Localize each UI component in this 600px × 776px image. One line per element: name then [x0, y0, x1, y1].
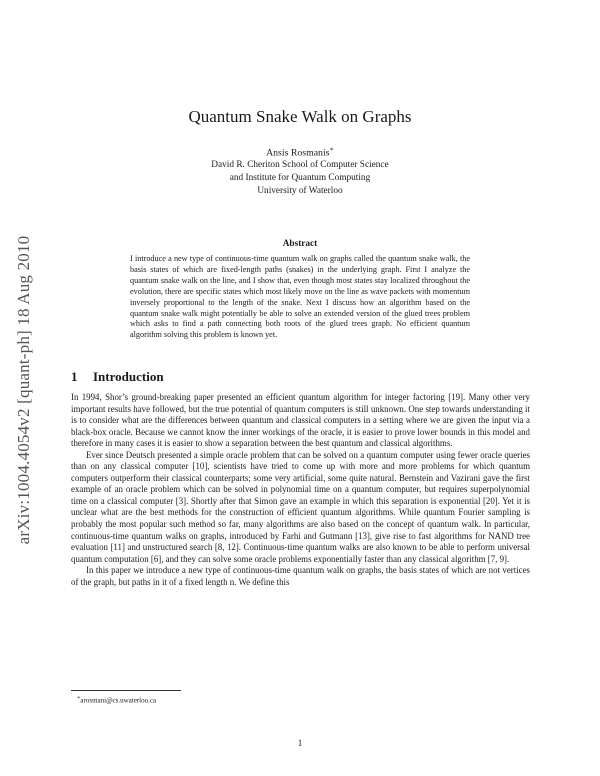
section-body	[71, 392, 530, 588]
body-paragraph: Ever since Deutsch presented a simple oracle problem that can be solved on a quantum computer using fewer oracle queries than on any classical computer [10], scientists have tried to come up with more and more problems for which quantum computers outperform their classical counterparts; some very artificial, some quite natural. Bernstein and Vazirani gave the first example of an oracle problem which can be solved in polynomial time on a quantum computer, but requires superpolynomial time on a classical computer [3]. Shortly after that Simon gave an example in which this separation is exponential [20]. Yet it is unclear what are the best methods for the construction of efficient quantum algorithms. While quantum Fourier sampling is probably the most popular such method so far, many algorithms are also based on the concept of quantum walk. In particular, continuous-time quantum walks on graphs, introduced by Farhi and Gutmann [13], give rise to fast algorithms for NAND tree evaluation [11] and unstructured search [8, 12]. Continuous-time quantum walks are also known to be able to perform universal quantum computation [6], and they can solve some oracle problems exponentially faster than any classical algorithm [7, 9].	[71, 449, 530, 564]
abstract-heading: Abstract	[282, 239, 318, 249]
page-number: 1	[297, 738, 303, 748]
arxiv-sidebar	[2, 200, 46, 580]
abstract-text: I introduce a new type of continuous-time quantum walk on graphs called the quantum snake walk, the basis states of which are fixed-length paths (snakes) in the underlying graph. First I analyze the quantum snake walk on the line, and I show that, even though most states stay localized throughout the evolution, there are specific states which most likely move on the line as wave packets with momentum inversely proportional to the length of the snake. Next I discuss how an algorithm based on the quantum snake walk might potentially be able to solve an extended version of the glued trees problem which asks to find a path connecting both roots of the glued trees graph. No efficient quantum algorithm solving this problem is known yet.	[130, 254, 470, 340]
footnote	[77, 694, 156, 705]
section-number: 1	[71, 369, 78, 384]
author-name	[0, 143, 600, 159]
section-heading	[71, 369, 164, 385]
author-block	[0, 143, 600, 198]
affiliation-line: University of Waterloo	[257, 186, 343, 197]
affiliation-line: and Institute for Quantum Computing	[229, 173, 371, 184]
body-paragraph: In this paper we introduce a new type of continuous-time quantum walk on graphs, the basis states of which are not vertices of the graph, but paths in it of a fixed length n. We define this	[71, 565, 530, 587]
arxiv-identifier: arXiv:1004.4054v2 [quant-ph] 18 Aug 2010	[14, 235, 33, 545]
footnote-mark: ∗	[77, 696, 81, 701]
paper-title: Quantum Snake Walk on Graphs	[188, 107, 412, 126]
body-paragraph: In 1994, Shor’s ground-breaking paper presented an efficient quantum algorithm for integer factoring [19]. Many other very important results have followed, but the true potential of quantum computers is still unknown. One step towards understanding it is to consider what are the differences between quantum and classical computers in a setting where we are given the input via a black-box oracle. Because we cannot know the inner workings of the oracle, it is easier to prove lower bounds in this model and therefore in many cases it is easier to show a separation between the best quantum and classical algorithms.	[71, 392, 530, 449]
author-footnote-mark: ∗	[329, 146, 334, 153]
affiliation-line: David R. Cheriton School of Computer Science	[211, 160, 389, 171]
author-name-text: Ansis Rosmanis	[266, 147, 330, 159]
section-title: Introduction	[93, 369, 164, 384]
footnote-divider	[71, 690, 181, 691]
footnote-email: arosmani@cs.uwaterloo.ca	[80, 696, 157, 705]
